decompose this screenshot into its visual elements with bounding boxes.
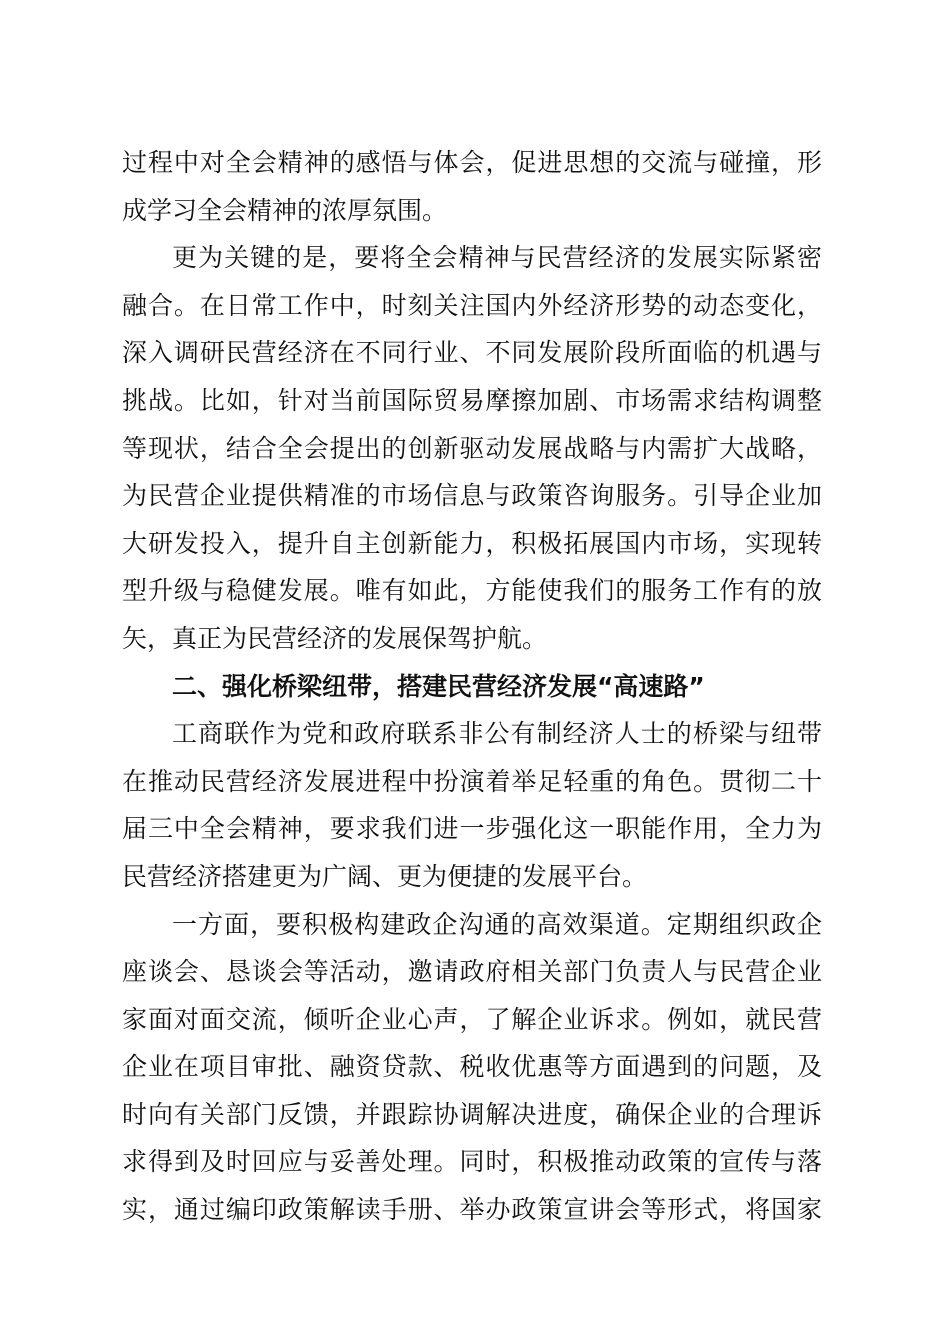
text-line: 矢，真正为民营经济的发展保驾护航。 <box>122 623 548 653</box>
text-line: 在推动民营经济发展进程中扮演着举足轻重的角色。贯彻二十 <box>122 766 822 796</box>
text-line: 座谈会、恳谈会等活动，邀请政府相关部门负责人与民营企业 <box>122 957 822 987</box>
text-line: 为民营企业提供精准的市场信息与政策咨询服务。引导企业加 <box>122 481 822 511</box>
text-line: 挑战。比如，针对当前国际贸易摩擦加剧、市场需求结构调整 <box>122 385 822 415</box>
text-line: 家面对面交流，倾听企业心声，了解企业诉求。例如，就民营 <box>122 1004 822 1034</box>
body-text <box>122 139 822 1234</box>
text-line: 等现状，结合全会提出的创新驱动发展战略与内需扩大战略， <box>122 433 822 463</box>
text-line: 时向有关部门反馈，并跟踪协调解决进度，确保企业的合理诉 <box>122 1099 822 1129</box>
text-line: 成学习全会精神的浓厚氛围。 <box>122 195 448 225</box>
text-line: 届三中全会精神，要求我们进一步强化这一职能作用，全力为 <box>122 814 822 844</box>
text-line: 更为关键的是，要将全会精神与民营经济的发展实际紧密 <box>172 243 822 273</box>
text-line: 过程中对全会精神的感悟与体会，促进思想的交流与碰撞，形 <box>122 148 822 177</box>
section-heading: 二、强化桥梁纽带，搭建民营经济发展“高速路” <box>172 671 705 701</box>
text-line: 工商联作为党和政府联系非公有制经济人士的桥梁与纽带 <box>172 719 822 749</box>
text-line: 深入调研民营经济在不同行业、不同发展阶段所面临的机遇与 <box>122 338 822 368</box>
text-line: 民营经济搭建更为广阔、更为便捷的发展平台。 <box>122 861 648 891</box>
text-line: 融合。在日常工作中，时刻关注国内外经济形势的动态变化， <box>122 290 822 320</box>
text-line: 实，通过编印政策解读手册、举办政策宣讲会等形式，将国家 <box>122 1195 822 1225</box>
text-line: 大研发投入，提升自主创新能力，积极拓展国内市场，实现转 <box>122 528 822 558</box>
text-line: 型升级与稳健发展。唯有如此，方能使我们的服务工作有的放 <box>122 576 822 606</box>
text-line: 一方面，要积极构建政企沟通的高效渠道。定期组织政企 <box>172 909 822 939</box>
text-line: 求得到及时回应与妥善处理。同时，积极推动政策的宣传与落 <box>122 1147 822 1177</box>
text-line: 企业在项目审批、融资贷款、税收优惠等方面遇到的问题，及 <box>122 1052 822 1082</box>
